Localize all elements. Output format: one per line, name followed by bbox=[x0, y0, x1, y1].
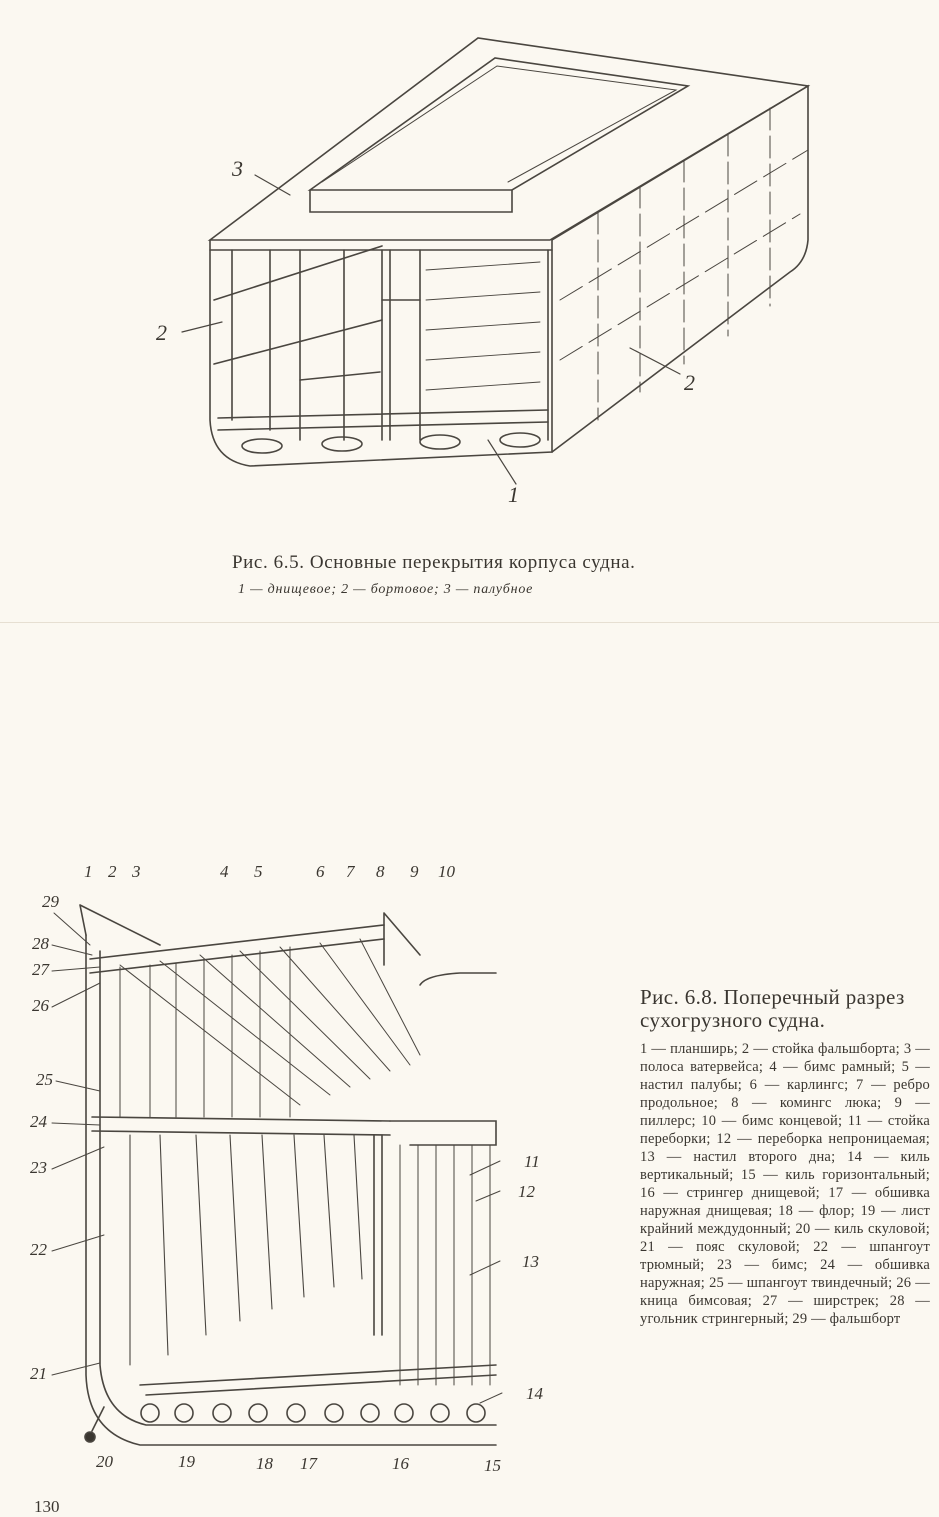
callout-28: 28 bbox=[32, 934, 49, 953]
callout-2-right: 2 bbox=[684, 370, 695, 395]
page-number: 130 bbox=[34, 1497, 60, 1516]
callout-13: 13 bbox=[522, 1252, 539, 1271]
callout-10: 10 bbox=[438, 862, 455, 881]
callout-5: 5 bbox=[254, 862, 263, 881]
callout-17: 17 bbox=[300, 1454, 317, 1473]
callout-2-left: 2 bbox=[156, 320, 167, 345]
callout-16: 16 bbox=[392, 1454, 409, 1473]
callout-24: 24 bbox=[30, 1112, 47, 1131]
callout-26: 26 bbox=[32, 996, 49, 1015]
callout-14: 14 bbox=[526, 1384, 543, 1403]
callout-21: 21 bbox=[30, 1364, 47, 1383]
figure-6-5-hull-drawing bbox=[0, 0, 939, 540]
figure-6-8-title: Рис. 6.8. Поперечный разрез сухогрузного судна. bbox=[640, 985, 905, 1032]
callout-8: 8 bbox=[376, 862, 385, 881]
callout-29: 29 bbox=[42, 892, 59, 911]
callout-27: 27 bbox=[32, 960, 49, 979]
callout-19: 19 bbox=[178, 1452, 195, 1471]
callout-1: 1 bbox=[508, 482, 519, 507]
callout-9: 9 bbox=[410, 862, 419, 881]
callout-15: 15 bbox=[484, 1456, 501, 1475]
callout-25: 25 bbox=[36, 1070, 53, 1089]
callout-11: 11 bbox=[524, 1152, 540, 1171]
callout-20: 20 bbox=[96, 1452, 113, 1471]
callout-22: 22 bbox=[30, 1240, 47, 1259]
callout-6: 6 bbox=[316, 862, 325, 881]
callout-18: 18 bbox=[256, 1454, 273, 1473]
figure-6-8-caption bbox=[640, 986, 930, 1328]
callout-3: 3 bbox=[232, 156, 243, 181]
figure-6-8-cross-section-drawing bbox=[0, 855, 640, 1495]
callout-1: 1 bbox=[84, 862, 93, 881]
callout-12: 12 bbox=[518, 1182, 535, 1201]
figure-6-5-legend: 1 — днищевое; 2 — бортовое; 3 — палубное bbox=[238, 582, 534, 597]
figure-6-5-title: Рис. 6.5. Основные перекрытия корпуса судна. bbox=[232, 552, 636, 573]
callout-7: 7 bbox=[346, 862, 355, 881]
callout-2: 2 bbox=[108, 862, 117, 881]
callout-3: 3 bbox=[132, 862, 141, 881]
page-divider bbox=[0, 622, 939, 623]
callout-4: 4 bbox=[220, 862, 229, 881]
figure-6-8-legend: 1 — планширь; 2 — стойка фальшборта; 3 — полоса ватервейса; 4 — бимс рамный; 5 — настил палубы; 6 — карлингс; 7 — ребро продольное; 8 — комингс люка; 9 — пиллерс; 10 — бимс концевой; 11 — стойка переборки; 12 — переборка непроницаемая; 13 — настил второго дна; 14 — киль вертикальный; 15 — киль горизонтальный; 16 — стрингер днищевой; 17 — обшивка наружная днищевая; 18 — флор; 19 — лист крайний междудонный; 20 — киль скуловой; 21 — пояс скуловой; 22 — шпангоут трюмный; 23 — бимс; 24 — обшивка наружная; 25 — шпангоут твиндечный; 26 — кница бимсовая; 27 — ширстрек; 28 — угольник стрингерный; 29 — фальшборт bbox=[640, 1041, 930, 1327]
callout-23: 23 bbox=[30, 1158, 47, 1177]
